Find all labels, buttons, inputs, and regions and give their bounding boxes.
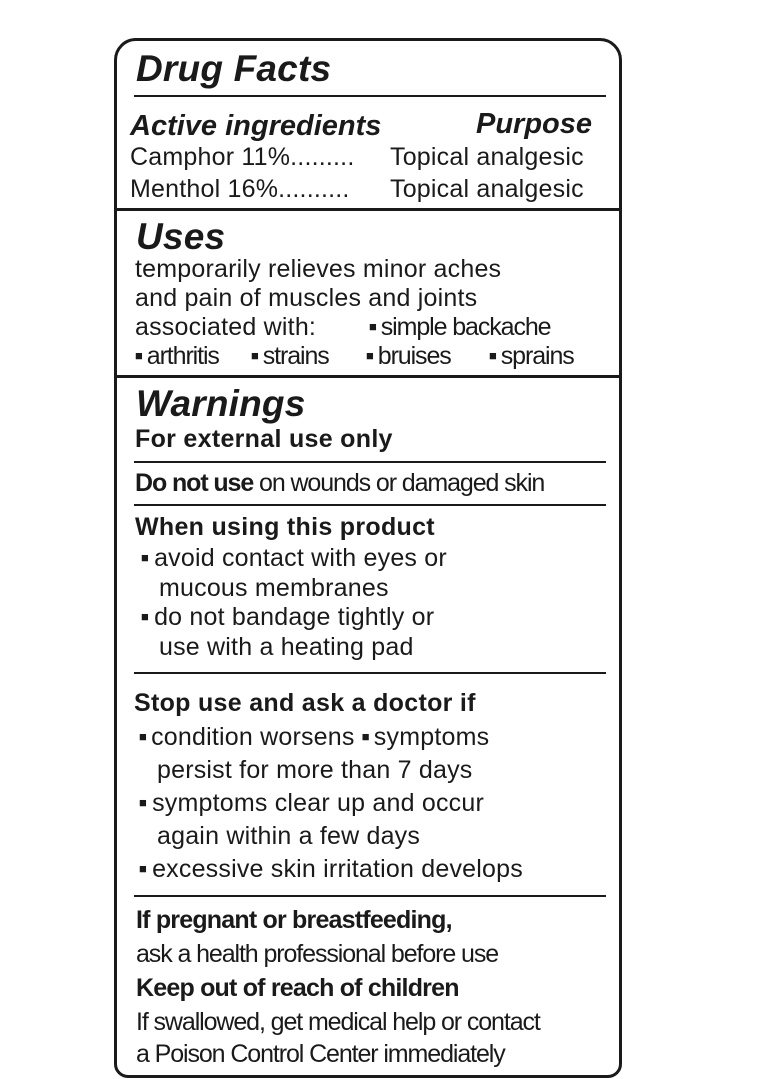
bullet-square-icon: ■ [139, 729, 148, 744]
pregnant-text: ask a health professional before use [136, 940, 499, 968]
ingredient-purpose-menthol: Topical analgesic [390, 175, 584, 203]
use-item-arthritis: ■ arthritis [135, 344, 219, 369]
do-not-use-text: on wounds or damaged skin [253, 469, 545, 497]
ingredient-dots: .......... [278, 175, 350, 203]
drug-facts-title: Drug Facts [136, 48, 332, 89]
warnings-heading: Warnings [136, 383, 306, 424]
pregnant-heading: If pregnant or breastfeeding, [136, 906, 452, 934]
bullet-square-icon: ■ [361, 729, 370, 744]
ingredient-purpose-camphor: Topical analgesic [390, 143, 584, 171]
ingredient-row-camphor [130, 145, 354, 170]
use-item-bruises: ■ bruises [366, 344, 451, 369]
divider-uses [116, 375, 620, 378]
stop-use-bullet-2-cont: again within a few days [157, 822, 421, 850]
uses-line-3: associated with: [135, 313, 317, 341]
stop-use-bullet-3: ■ excessive skin irritation develops [139, 857, 523, 882]
swallowed-line-1: If swallowed, get medical help or contact [136, 1008, 540, 1036]
divider-active [116, 208, 620, 211]
when-using-bullet-2: ■ do not bandage tightly or [141, 605, 434, 630]
divider-stop-use [134, 895, 606, 897]
when-using-bullet-1-cont: mucous membranes [159, 574, 389, 602]
stop-use-bullet-1-cont: persist for more than 7 days [157, 756, 473, 784]
use-item-backache: ■ simple backache [369, 315, 550, 340]
stop-use-symptoms: symptoms [373, 723, 490, 751]
ingredient-name: Camphor 11% [130, 143, 291, 171]
stop-use-heading: Stop use and ask a doctor if [134, 689, 476, 717]
divider-title [134, 95, 606, 97]
uses-line-1: temporarily relieves minor aches [135, 255, 502, 283]
divider-external [134, 461, 606, 463]
stop-use-bullet-1 [139, 725, 489, 750]
uses-line-2: and pain of muscles and joints [135, 284, 478, 312]
purpose-heading: Purpose [476, 108, 593, 140]
do-not-use-line [135, 471, 544, 496]
when-using-bullet-2-cont: use with a heating pad [159, 633, 414, 661]
uses-heading: Uses [136, 216, 226, 257]
external-use-only: For external use only [135, 425, 393, 453]
ingredient-name: Menthol 16% [130, 175, 279, 203]
stop-use-condition: condition worsens [151, 723, 355, 751]
active-ingredients-heading: Active ingredients [130, 110, 382, 142]
ingredient-row-menthol [130, 177, 350, 202]
keep-out-heading: Keep out of reach of children [136, 974, 459, 1002]
ingredient-dots: ......... [290, 143, 355, 171]
divider-when-using [134, 672, 606, 674]
divider-do-not-use [134, 504, 606, 506]
use-item-sprains: ■ sprains [489, 344, 574, 369]
stop-use-bullet-2: ■ symptoms clear up and occur [139, 791, 484, 816]
use-item-strains: ■ strains [251, 344, 329, 369]
when-using-bullet-1: ■ avoid contact with eyes or [141, 546, 447, 571]
when-using-heading: When using this product [135, 513, 435, 541]
swallowed-line-2: a Poison Control Center immediately [136, 1040, 505, 1068]
do-not-use-label: Do not use [135, 469, 254, 497]
